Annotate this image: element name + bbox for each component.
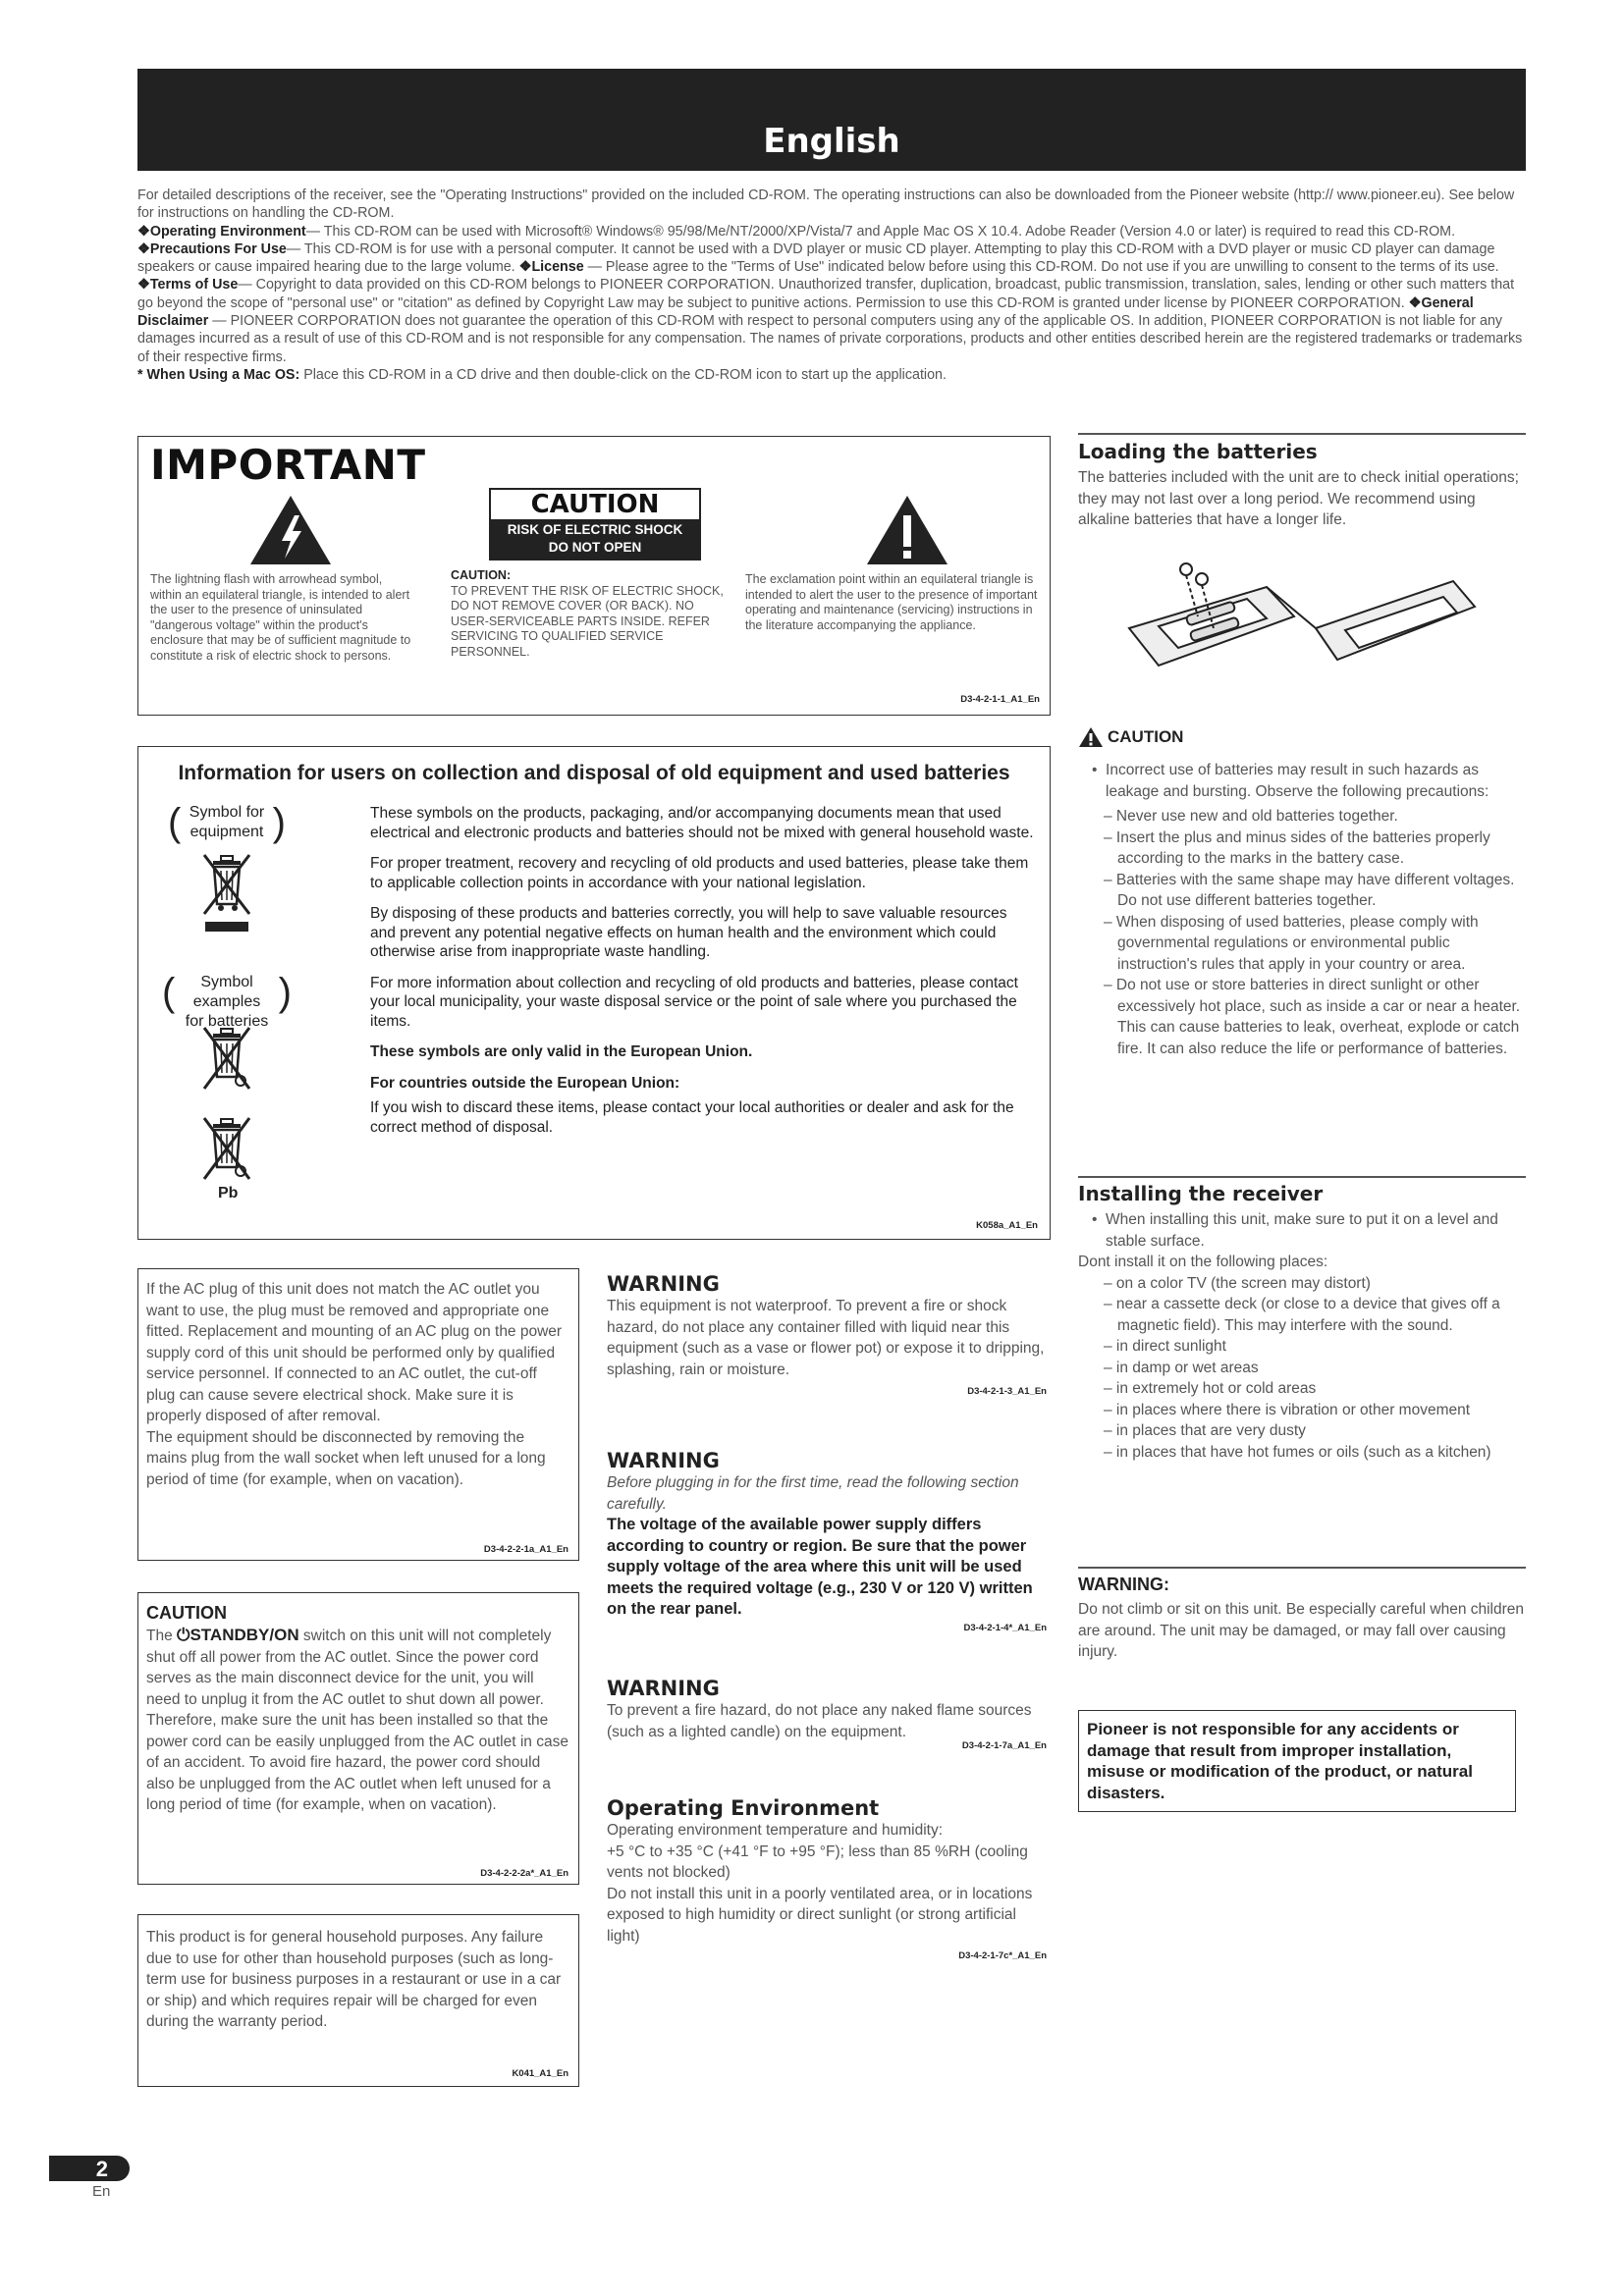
list-item: – in damp or wet areas	[1104, 1359, 1259, 1376]
batteries-text: The batteries included with the unit are to check initial operations; they may not last over a long period. We recommend using alkaline batteries that have a longer life.	[1078, 469, 1519, 528]
pioneer-disclaimer-text: Pioneer is not responsible for any accidents or damage that result from improper installation, misuse or modification of the product, or natural disasters.	[1087, 1720, 1473, 1802]
caution-label-box	[489, 488, 701, 561]
ac-plug-text2: The equipment should be disconnected by removing the mains plug from the wall socket when left unused for a long period of time (for example, when on vacation).	[146, 1428, 546, 1488]
standby-text: switch on this unit will not completely shut off all power from the AC outlet. Since the power cord serves as the main disconnect device for the unit, you will need to unplug it from the AC outlet to shut down all power. Therefore, make sure the unit has been installed so that the power cord can be easily unplugged from the AC outlet in case of an accident. To avoid fire hazard, the power cord should also be unplugged from the AC outlet when left unused for a long period of time (for example, when on vacation).	[146, 1628, 568, 1813]
disclaimer-text: — PIONEER CORPORATION does not guarantee the operation of this CD-ROM with respect to personal computers using any of the applicable OS. In addition, PIONEER CORPORATION is not liable for any damages incurred as a result of use of this CD-ROM and is not responsible for any compensation. The names of private corporations, products and other entities described herein are the registered trademarks or trademarks of their respective firms.	[137, 313, 1523, 365]
list-item: – on a color TV (the screen may distort)	[1104, 1274, 1371, 1292]
install-title: Installing the receiver	[1078, 1182, 1324, 1205]
lightning-warning-icon	[248, 494, 333, 566]
warning-flame-section	[607, 1677, 1049, 1751]
standby-pre: The	[146, 1628, 178, 1644]
install-dont: Dont install it on the following places:	[1078, 1254, 1328, 1270]
important-box	[137, 436, 1051, 716]
remote-battery-illustration	[1119, 558, 1483, 685]
warning-voltage-code: D3-4-2-1-4*_A1_En	[963, 1622, 1047, 1633]
mac-text: Place this CD-ROM in a CD drive and then double-click on the CD-ROM icon to start up the application.	[299, 366, 947, 383]
list-item: – in places where there is vibration or other movement	[1104, 1401, 1471, 1418]
warning-water-text: This equipment is not waterproof. To prevent a fire or shock hazard, do not place any container filled with liquid near this equipment (such as a vase or flower pot) or expose it to dripping, splashing, rain or moisture.	[607, 1298, 1045, 1378]
caution-desc-text: TO PREVENT THE RISK OF ELECTRIC SHOCK, DO NOT REMOVE COVER (OR BACK). NO USER-SERVICEABLE PARTS INSIDE. REFER SERVICING TO QUALIFIED SERVICE PERSONNEL.	[451, 583, 724, 659]
caution-label-title: CAUTION	[530, 490, 660, 519]
warning-voltage-title: WARNING	[607, 1449, 720, 1472]
batteries-section	[1078, 440, 1526, 531]
page-title: English	[763, 122, 900, 161]
intro-text	[137, 187, 1526, 384]
operating-environment-text3: Do not install this unit in a poorly ventilated area, or in locations exposed to high humidity or direct sunlight (or strong artificial light)	[607, 1885, 1033, 1945]
warning-flame-title: WARNING	[607, 1677, 720, 1700]
caution-triangle-icon	[1078, 726, 1104, 748]
crossed-bin-battery-icon	[201, 1024, 252, 1093]
standby-switch-label: ⏻STANDBY/ON	[177, 1626, 299, 1644]
precautions-text: — This CD-ROM is for use with a personal computer. It cannot be used with a DVD player or music CD player. Attempting to play this CD-ROM with a DVD player or music CD player can damage speakers or cause impaired hearing due to the large volume.	[137, 240, 1495, 276]
install-section	[1078, 1182, 1530, 1463]
disposal-p2: For proper treatment, recovery and recycling of old products and used batteries, please take them to applicable collection points in accordance with your national legislation.	[370, 855, 1029, 891]
lightning-description: The lightning flash with arrowhead symbol, within an equilateral triangle, is intended to alert the user to the presence of uninsulated "dangerous voltage" within the product's enclosure that may be of sufficient magnitude to constitute a risk of electric shock to persons.	[150, 572, 411, 663]
terms-text: — Copyright to data provided on this CD-ROM belongs to PIONEER CORPORATION. Unauthorized transfer, duplication, broadcast, public transmission, translation, sales, lending or other such matters that go beyond the scope of "personal use" or "citation" as defined by Copyright Law may be subject to punitive actions. Permission to use this CD-ROM is granted under license by PIONEER CORPORATION.	[137, 277, 1515, 311]
important-code: D3-4-2-1-1_A1_En	[960, 694, 1040, 705]
warning-voltage-bold: The voltage of the available power supply differs according to country or region. Be sure that the power supply voltage of the area where this unit will be used meets the required voltage (e.g., 230 V or 120 V) written on the rear panel.	[607, 1516, 1033, 1618]
page-number: 2	[95, 2157, 108, 2181]
operating-environment-text2: +5 °C to +35 °C (+41 °F to +95 °F); less than 85 %RH (cooling vents not blocked)	[607, 1842, 1028, 1881]
household-text: This product is for general household purposes. Any failure due to use for other than household purposes (such as long-term use for business purposes in a restaurant or use in a car or ship) and which requires repair will be charged for even during the warranty period.	[146, 1929, 562, 2030]
caution-donot-text: DO NOT OPEN	[548, 540, 642, 555]
disposal-code: K058a_A1_En	[976, 1220, 1038, 1231]
list-item: – near a cassette deck (or close to a device that gives off a magnetic field). This may interfere with the sound.	[1104, 1296, 1500, 1334]
battery-caution-list	[1078, 806, 1530, 1059]
bullet-dot: •	[1092, 1211, 1107, 1228]
install-bullet-text: When installing this unit, make sure to put it on a level and stable surface.	[1106, 1211, 1498, 1250]
battery-caution-bullet-text: Incorrect use of batteries may result in such hazards as leakage and bursting. Observe the following precautions:	[1106, 762, 1489, 800]
ac-plug-box	[137, 1268, 579, 1561]
standby-caution-box	[137, 1592, 579, 1885]
install-rule	[1078, 1176, 1526, 1178]
warning-flame-code: D3-4-2-1-7a_A1_En	[961, 1740, 1047, 1751]
operating-environment-text1: Operating environment temperature and humidity:	[607, 1822, 944, 1839]
operating-environment-code: D3-4-2-1-7c*_A1_En	[958, 1950, 1047, 1961]
terms-label: ❖Terms of Use	[137, 277, 239, 294]
list-item: – Never use new and old batteries together.	[1104, 808, 1398, 825]
batteries-rule	[1078, 433, 1526, 435]
household-box	[137, 1914, 579, 2087]
ac-plug-code: D3-4-2-2-1a_A1_En	[483, 1544, 568, 1555]
disposal-outside-text: If you wish to discard these items, please contact your local authorities or dealer and ask for the correct method of disposal.	[370, 1099, 1014, 1136]
license-label: ❖License	[518, 259, 584, 276]
equipment-label-2: equipment	[189, 824, 264, 840]
disposal-p4: For more information about collection and recycling of old products and batteries, please contact your local municipality, your waste disposal service or the point of sale where you purchased the items.	[370, 974, 1018, 1030]
disposal-box	[137, 746, 1051, 1240]
battery-caution-title: CAUTION	[1108, 727, 1184, 746]
batteries-label-2: for batteries	[185, 1013, 269, 1030]
list-item: – Do not use or store batteries in direct sunlight or other excessively hot place, such as inside a car or near a heater. This can cause batteries to leak, overheat, explode or catch fire. It can also reduce the life or performance of batteries.	[1104, 977, 1521, 1057]
mac-label: * When Using a Mac OS:	[137, 366, 300, 383]
caution-label-sub	[491, 519, 699, 559]
warning-climb-title: WARNING:	[1078, 1575, 1169, 1594]
pioneer-disclaimer-box	[1078, 1710, 1516, 1812]
ac-plug-text: If the AC plug of this unit does not match the AC outlet you want to use, the plug must be removed and appropriate one fitted. Replacement and mounting of an AC plug on the power supply cord of this unit should be performed only by qualified service personnel. If connected to an AC outlet, the cut-off plug can cause severe electrical shock. Make sure it is properly disposed of after removal.	[146, 1281, 563, 1424]
batteries-label-1: Symbol examples	[192, 974, 261, 1010]
battery-caution-header	[1078, 726, 1530, 748]
caution-desc-head: CAUTION:	[451, 568, 512, 582]
operating-environment-section	[607, 1796, 1049, 1961]
intro-p1: For detailed descriptions of the receiver, see the "Operating Instructions" provided on the included CD-ROM. The operating instructions can also be downloaded from the Pioneer website (http:// www.pioneer.eu). See below for instructions on handling the CD-ROM.	[137, 187, 1515, 222]
standby-code: D3-4-2-2-2a*_A1_En	[480, 1868, 568, 1879]
equipment-label-1: Symbol for	[189, 804, 265, 821]
bullet-dot: •	[1092, 762, 1107, 778]
crossed-bin-equipment-icon	[201, 851, 252, 934]
exclamation-warning-icon	[865, 494, 949, 566]
battery-symbol-label: ( Symbol examples for batteries )	[162, 971, 292, 1030]
precautions-label: ❖Precautions For Use	[137, 240, 287, 257]
list-item: – Insert the plus and minus sides of the batteries properly according to the marks in the battery case.	[1104, 828, 1490, 867]
disposal-outside-head: For countries outside the European Union:	[370, 1074, 680, 1092]
exclamation-description: The exclamation point within an equilateral triangle is intended to alert the user to the presence of important operating and maintenance (servicing) instructions in the literature accompanying the appliance.	[745, 572, 1038, 632]
battery-caution-section	[1078, 726, 1530, 1059]
batteries-title: Loading the batteries	[1078, 440, 1318, 463]
disclaimer-label: ❖General Disclaimer	[137, 294, 1474, 330]
warning-climb-rule	[1078, 1567, 1526, 1569]
standby-caution-text	[146, 1625, 568, 1816]
disposal-eu-only: These symbols are only valid in the European Union.	[370, 1043, 753, 1060]
install-bullet	[1078, 1209, 1530, 1252]
op-env-label: ❖Operating Environment	[137, 223, 306, 240]
warning-water-code: D3-4-2-1-3_A1_En	[967, 1386, 1047, 1397]
disposal-p1: These symbols on the products, packaging, and/or accompanying documents mean that used electrical and electronic products and batteries should not be mixed with general household waste.	[370, 805, 1034, 841]
disposal-p3: By disposing of these products and batteries correctly, you will help to save valuable resources and prevent any potential negative effects on human health and the environment which could otherwise arise from inappropriate waste handling.	[370, 905, 1007, 960]
license-text: — Please agree to the "Terms of Use" indicated below before using this CD-ROM. Do not use if you are unwilling to consent to the terms of its use.	[583, 259, 1499, 276]
warning-climb-section	[1078, 1575, 1530, 1663]
disposal-text	[370, 804, 1034, 1137]
list-item: – in extremely hot or cold areas	[1104, 1380, 1317, 1397]
op-env-text: — This CD-ROM can be used with Microsoft® Windows® 95/98/Me/NT/2000/XP/Vista/7 and Apple Mac OS X 10.4. Adobe Reader (Version 4.0 or later) is required to read this CD-ROM.	[305, 223, 1456, 240]
warning-voltage-section	[607, 1449, 1049, 1633]
warning-flame-text: To prevent a fire hazard, do not place any naked flame sources (such as a lighted candle) on the equipment.	[607, 1702, 1032, 1740]
warning-water-title: WARNING	[607, 1272, 720, 1296]
page-lang: En	[92, 2183, 111, 2200]
pb-label: Pb	[218, 1185, 239, 1201]
caution-risk-text: RISK OF ELECTRIC SHOCK	[507, 522, 683, 537]
warning-voltage-italic: Before plugging in for the first time, read the following section carefully.	[607, 1474, 1019, 1513]
battery-caution-bullet	[1078, 760, 1530, 802]
warning-water-section	[607, 1272, 1049, 1397]
standby-caution-title: CAUTION	[146, 1603, 227, 1623]
list-item: – in places that are very dusty	[1104, 1422, 1306, 1439]
list-item: – in direct sunlight	[1104, 1338, 1226, 1355]
caution-description	[451, 568, 735, 660]
crossed-bin-battery-pb-icon	[201, 1114, 252, 1183]
list-item: – When disposing of used batteries, please comply with governmental regulations or environmental public instruction's rules that apply in your country or area.	[1104, 913, 1479, 973]
warning-climb-text: Do not climb or sit on this unit. Be especially careful when children are around. The unit may be damaged, or may fall over causing injury.	[1078, 1601, 1525, 1660]
list-item: – in places that have hot fumes or oils (such as a kitchen)	[1104, 1443, 1491, 1461]
page-number-badge	[49, 2156, 130, 2181]
header-bar	[137, 69, 1526, 171]
operating-environment-title: Operating Environment	[607, 1796, 880, 1820]
list-item: – Batteries with the same shape may have different voltages. Do not use different batteries together.	[1104, 871, 1515, 909]
household-code: K041_A1_En	[512, 2068, 568, 2079]
disposal-title: Information for users on collection and disposal of old equipment and used batteries	[178, 762, 1010, 784]
important-title: IMPORTANT	[150, 441, 426, 489]
install-list	[1078, 1273, 1530, 1464]
equipment-symbol-label: ( Symbol for equipment )	[168, 801, 286, 844]
